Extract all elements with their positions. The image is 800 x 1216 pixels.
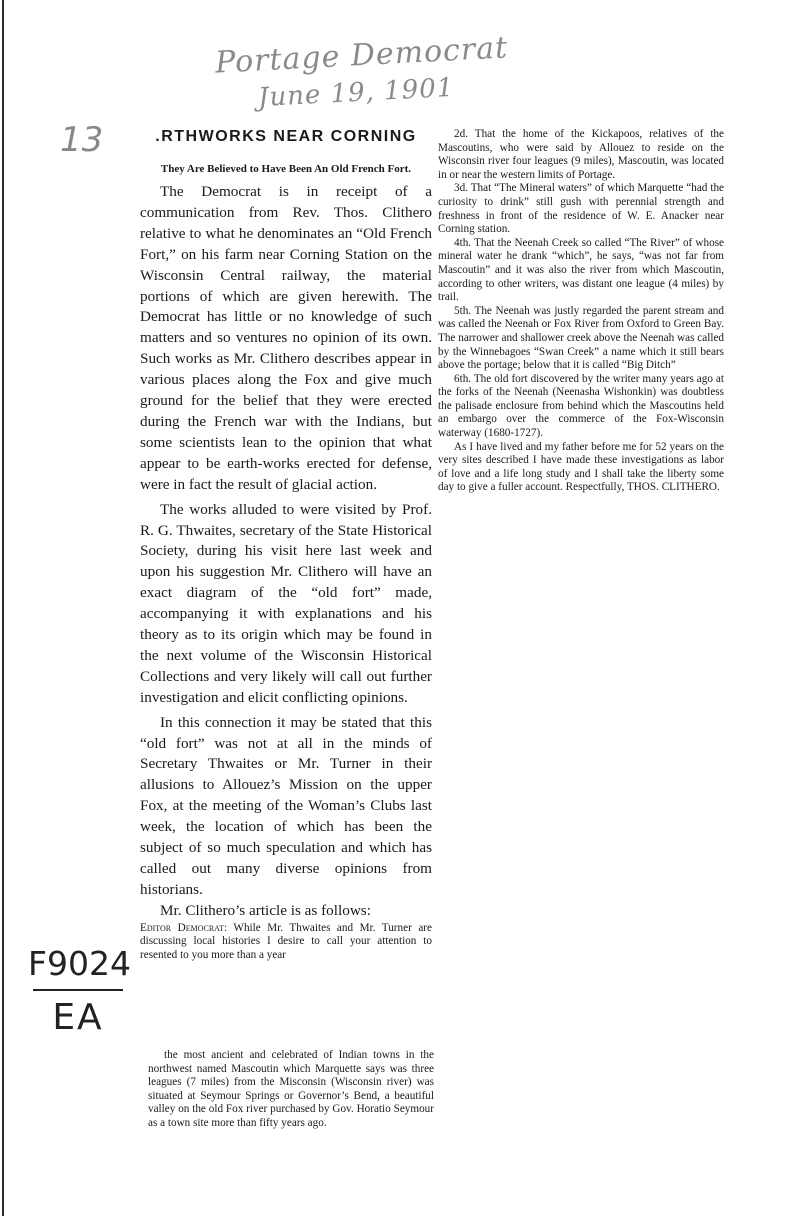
archive-code-top: F9024 bbox=[28, 944, 131, 983]
letter-paragraph: the most ancient and celebrated of Indian towns in the northwest named Mascoutin which Marquette says was three leagues (7 miles) from the Misconsin (Wisconsin river) was situated at Seymour Springs or Governor’s Bend, a beautiful valley on the old Fox river purchased by Gov. Horatio Seymour as a town site more than fifty years ago. bbox=[148, 1049, 434, 1129]
letter-salutation: Editor Democrat: bbox=[140, 921, 228, 934]
article-paragraph: The works alluded to were visited by Prof. R. G. Thwaites, secretary of the State Historical Society, during his visit here last week and upon his suggestion Mr. Clithero will have an exact diagram of the “old fort” made, accompanying it with explanations and his theory as to its origin which may be found in the next volume of the Wisconsin Historical Collections and very likely will call out further investigation and elicit conflicting opinions. bbox=[140, 500, 432, 706]
article-headline: .RTHWORKS NEAR CORNING bbox=[155, 128, 417, 145]
handwritten-date: June 19, 1901 bbox=[257, 72, 456, 114]
article-paragraph: Mr. Clithero’s article is as follows: bbox=[160, 901, 371, 919]
scan-border bbox=[2, 0, 4, 1216]
archive-code bbox=[28, 944, 131, 1038]
letter-intro-text: While Mr. Thwaites and Mr. Turner are discussing local histories I desire to call your attention to resented to you more than a year bbox=[140, 921, 432, 961]
letter-paragraph: 2d. That the home of the Kickapoos, relatives of the Mascoutins, who were said by Allouez to reside on the Wisconsin river four leagues (9 miles), Mascoutin, was located in or near the western limits of Portage. bbox=[438, 128, 724, 181]
margin-page-number: 13 bbox=[60, 120, 104, 160]
letter-intro-block bbox=[140, 922, 432, 963]
article-subhead: They Are Believed to Have Been An Old French Fort. bbox=[160, 163, 412, 175]
letter-paragraph: 5th. The Neenah was justly regarded the parent stream and was called the Neenah or Fox River from Oxford to Green Bay. The narrower and shallower creek above the Neenah was called by the Winnebagoes “Swan Creek” a name which it still bears above the portage; below that it is called “Big Ditch” bbox=[438, 304, 724, 372]
article-body bbox=[140, 182, 432, 922]
letter-intro bbox=[140, 922, 432, 963]
handwritten-publication-name: Portage Democrat bbox=[214, 30, 509, 81]
letter-paragraph: 3d. That “The Mineral waters” of which Marquette “had the curiosity to drink” still gush with perennial strength and freshness in front of the residence of W. E. Anacker near Corning station. bbox=[438, 182, 724, 236]
article-paragraph: In this connection it may be stated that this “old fort” was not at all in the minds of Secretary Thwaites or Mr. Turner in their allusions to Allouez’s Mission on the upper Fox, at the meeting of the Woman’s Clubs last week, the location of which has been the subject of so much speculation and which has called out many diverse opinions from historians. bbox=[140, 713, 432, 898]
letter-paragraph: 6th. The old fort discovered by the writer many years ago at the forks of the Neenah (Neenasha Wishonkin) was doubtless the palisade enclosure from behind which the Mascoutins held an embargo over the commerce of the Fox-Wisconsin waterway (1680-1727). bbox=[438, 372, 724, 440]
article-paragraph: The Democrat is in receipt of a communication from Rev. Thos. Clithero relative to what he denominates an “Old French Fort,” on his farm near Corning Station on the Wisconsin Central railway, the material portions of which are given herewith. The Democrat has little or no knowledge of such matters and so ventures no opinion of its own. Such works as Mr. Clithero describes appear in various places along the Fox and give much ground for the belief that they were erected during the French war with the Indians, but some scientists lean to the opinion that what appear to be earth-works erected for defense, were in fact the result of glacial action. bbox=[140, 183, 432, 493]
archive-code-divider bbox=[33, 989, 123, 991]
archive-code-bottom: EA bbox=[52, 997, 104, 1038]
article-right-column bbox=[438, 128, 724, 495]
letter-paragraph: 4th. That the Neenah Creek so called “The River” of whose mineral water he drank “which”, he says, “was not far from Mascoutin” and it was also the river from which Mascoutin, according to other writers, was distant one league (4 miles) by trail. bbox=[438, 236, 724, 304]
letter-first-point bbox=[148, 1049, 434, 1131]
letter-signoff: As I have lived and my father before me for 52 years on the very sites described I have made these investigations as labor of love and a life long study and I shall take the liberty some day to give a fuller account. Respectfully, THOS. CLITHERO. bbox=[438, 440, 724, 494]
article-left-column bbox=[140, 128, 432, 963]
